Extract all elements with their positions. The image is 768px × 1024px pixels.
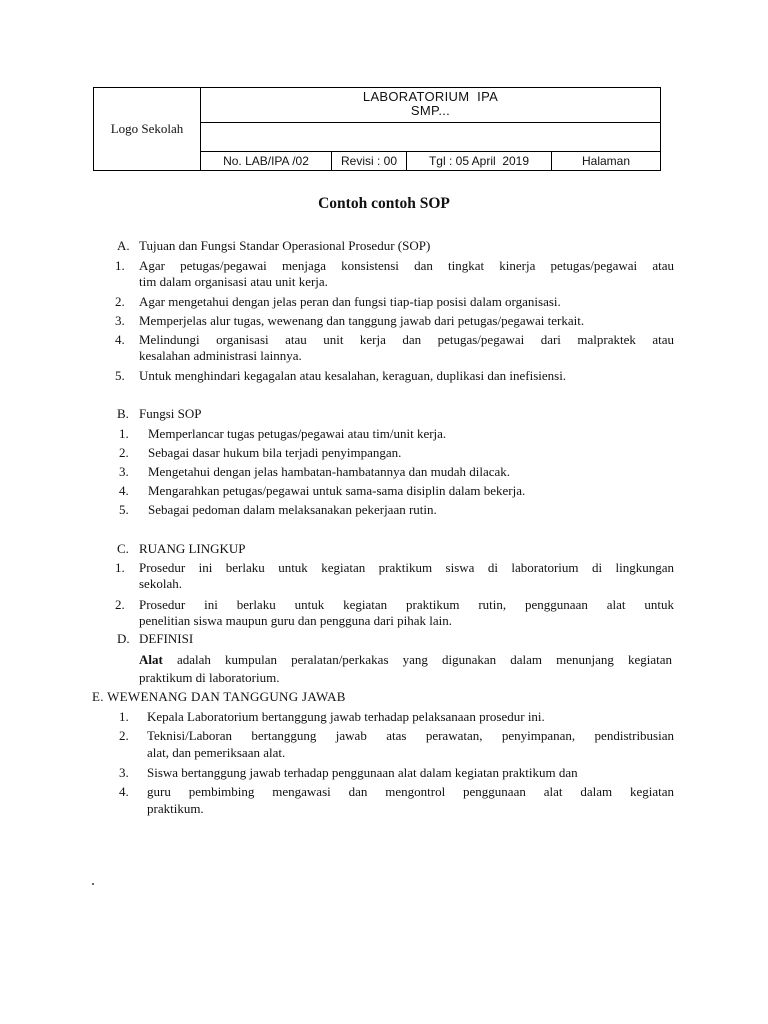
section-b-item-number: 1. [119,426,129,441]
section-a-item-3: Memperjelas alur tugas, wewenang dan tanggung jawab dari petugas/pegawai terkait. [139,313,585,328]
stray-mark [92,883,94,885]
section-a-item-4-line1: Melindungi organisasi atau unit kerja dan petugas/pegawai dari malpraktek atau [139,332,674,347]
section-e-item-1: Kepala Laboratorium bertanggung jawab terhadap pelaksanaan prosedur ini. [147,709,545,724]
section-d-marker: D. [117,631,130,646]
section-c-marker: C. [117,541,129,556]
logo-placeholder: Logo Sekolah [94,88,201,170]
section-a-item-4-line2: kesalahan administrasi lainnya. [139,348,302,363]
section-c-item-number: 2. [115,597,125,612]
definition-term: Alat [139,652,163,667]
section-b-marker: B. [117,406,129,421]
header-title-line2: SMP... [410,103,451,118]
section-c-item-2-line2: penelitian siswa maupun guru dan pengguna dari pihak lain. [139,613,453,628]
section-c-item-2-line1: Prosedur ini berlaku untuk kegiatan praktikum rutin, penggunaan alat untuk [139,597,674,612]
section-c-item-1-line2: sekolah. [139,576,182,591]
header-table [93,87,661,171]
section-b-item-number: 3. [119,464,129,479]
section-e-item-2-line2: alat, dan pemeriksaan alat. [147,745,286,760]
section-b-item-number: 5. [119,502,129,517]
section-b-item-2: Sebagai dasar hukum bila terjadi penyimpangan. [148,445,402,460]
section-b-item-number: 2. [119,445,129,460]
section-a-item-number: 2. [115,294,125,309]
section-d-heading: DEFINISI [139,631,194,646]
section-b-item-5: Sebagai pedoman dalam melaksanakan pekerjaan rutin. [148,502,437,517]
revision-number: Revisi : 00 [332,152,407,170]
section-e-item-number: 2. [119,728,129,743]
section-a-marker: A. [117,238,130,253]
document-date: Tgl : 05 April 2019 [407,152,552,170]
section-c-item-1-line1: Prosedur ini berlaku untuk kegiatan praktikum siswa di laboratorium di lingkungan [139,560,674,575]
section-e-item-4-line1: guru pembimbing mengawasi dan mengontrol penggunaan alat dalam kegiatan [147,784,674,799]
section-c-item-number: 1. [115,560,125,575]
page-label: Halaman [581,154,631,168]
header-title [201,88,660,123]
section-e-item-number: 4. [119,784,129,799]
section-a-item-number: 4. [115,332,125,347]
section-e-item-number: 3. [119,765,129,780]
section-b-item-1: Memperlancar tugas petugas/pegawai atau tim/unit kerja. [148,426,447,441]
section-b-item-number: 4. [119,483,129,498]
section-e-item-4-line2: praktikum. [147,801,204,816]
doc-number: No. LAB/IPA /02 [201,152,332,170]
section-e-heading: E. WEWENANG DAN TANGGUNG JAWAB [92,689,346,704]
section-e-item-3: Siswa bertanggung jawab terhadap penggunaan alat dalam kegiatan praktikum dan [147,765,578,780]
section-a-item-5: Untuk menghindari kegagalan atau kesalahan, keraguan, duplikasi dan inefisiensi. [139,368,567,383]
section-a-item-number: 1. [115,258,125,273]
header-blank-cell [201,123,660,152]
section-a-item-number: 5. [115,368,125,383]
section-b-item-4: Mengarahkan petugas/pegawai untuk sama-sama disiplin dalam bekerja. [148,483,526,498]
section-a-item-number: 3. [115,313,125,328]
definition-line2: praktikum di laboratorium. [139,670,280,685]
section-a-item-1-line1: Agar petugas/pegawai menjaga konsistensi dan tingkat kinerja petugas/pegawai atau [139,258,674,273]
section-a-heading: Tujuan dan Fungsi Standar Operasional Prosedur (SOP) [139,238,431,253]
document-title: Contoh contoh SOP [318,195,450,212]
section-c-heading: RUANG LINGKUP [139,541,246,556]
section-e-item-number: 1. [119,709,129,724]
header-meta-row [201,152,660,170]
section-b-item-3: Mengetahui dengan jelas hambatan-hambatannya dan mudah dilacak. [148,464,511,479]
header-title-line1: LABORATORIUM IPA [362,89,499,104]
section-a-item-2: Agar mengetahui dengan jelas peran dan fungsi tiap-tiap posisi dalam organisasi. [139,294,561,309]
definition-text: adalah kumpulan peralatan/perkakas yang digunakan dalam menunjang kegiatan [162,652,672,667]
section-a-item-1-line2: tim dalam organisasi atau unit kerja. [139,274,328,289]
section-e-item-2-line1: Teknisi/Laboran bertanggung jawab atas perawatan, penyimpanan, pendistribusian [147,728,674,743]
section-b-heading: Fungsi SOP [139,406,202,421]
definition-line1 [139,652,672,668]
